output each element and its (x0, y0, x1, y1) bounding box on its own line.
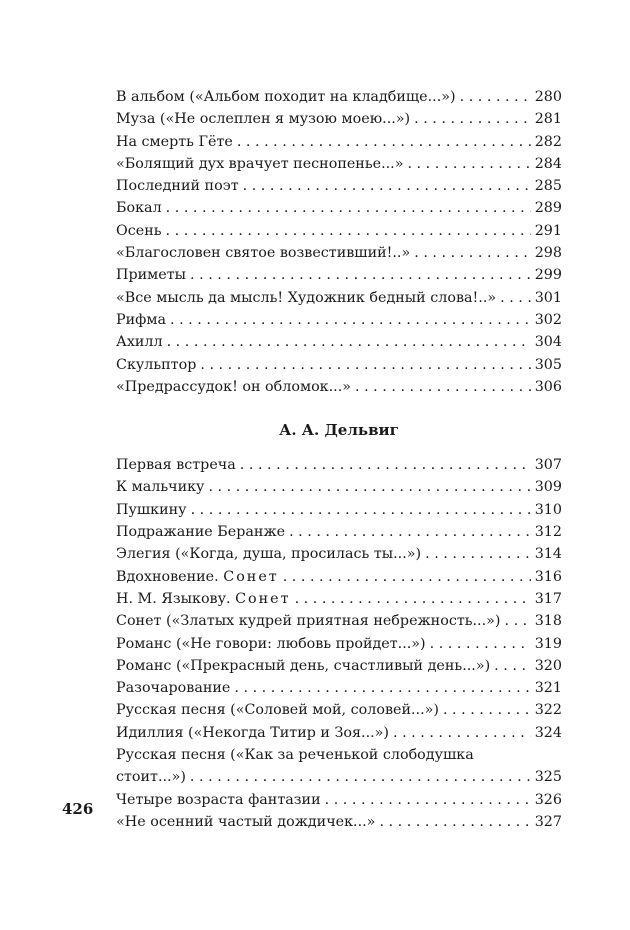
toc-entry: Приметы . . . 299 (116, 264, 562, 286)
page-number: 426 (62, 800, 94, 818)
toc-entry: Разочарование . . . 321 (116, 677, 562, 699)
leader-dots (430, 633, 531, 655)
table-of-contents (116, 86, 562, 833)
toc-entry: Осень . . . 291 (116, 220, 562, 242)
leader-dots (191, 499, 531, 521)
toc-entry-line1: Русская песня («Как за реченькой слободушка (116, 747, 474, 764)
toc-entry: Русская песня («Соловей мой, соловей...») . . . 322 (116, 699, 562, 721)
section-heading: А. А. Дельвиг (279, 421, 399, 440)
toc-entry: Четыре возраста фантазии . . . 326 (116, 789, 562, 811)
leader-dots (500, 287, 531, 309)
leader-dots (208, 476, 530, 498)
leader-dots (494, 655, 531, 677)
leader-dots (504, 610, 530, 632)
toc-entry: стоит...») . . . 325 (116, 766, 562, 788)
toc-entry: К мальчику . . . 309 (116, 476, 562, 498)
toc-entry: На смерть Гёте . . . 282 (116, 131, 562, 153)
leader-dots (167, 331, 531, 353)
toc-entry: «Благословен святое возвестивший!..» . . . 298 (116, 242, 562, 264)
leader-dots (200, 354, 530, 376)
leader-dots (166, 220, 531, 242)
toc-section-1 (116, 86, 562, 398)
leader-dots (325, 789, 531, 811)
toc-entry: Сонет («Златых кудрей приятная небрежность...») . . . 318 (116, 610, 562, 632)
leader-dots (379, 811, 530, 833)
leader-dots (283, 566, 531, 588)
leader-dots (414, 108, 531, 130)
leader-dots (414, 242, 530, 264)
leader-dots (425, 543, 531, 565)
leader-dots (295, 588, 531, 610)
toc-entry: Романс («Не говори: любовь пройдет...») . . . 319 (116, 633, 562, 655)
leader-dots (460, 86, 531, 108)
leader-dots (289, 521, 531, 543)
toc-entry: Идиллия («Некогда Титир и Зоя...») . . . 324 (116, 722, 562, 744)
leader-dots (393, 722, 531, 744)
leader-dots (407, 153, 530, 175)
leader-dots (170, 309, 531, 331)
leader-dots (237, 131, 531, 153)
leader-dots (243, 175, 531, 197)
toc-entry: Последний поэт . . . 285 (116, 175, 562, 197)
toc-entry: «Болящий дух врачует песнопенье...» . . . 284 (116, 153, 562, 175)
toc-entry: Н. М. Языкову. Сонет . . . 317 (116, 588, 562, 610)
toc-entry: «Предрассудок! он обломок...» . . . 306 (116, 376, 562, 398)
toc-entry: В альбом («Альбом походит на кладбище...») . . . 280 (116, 86, 562, 108)
toc-entry: Вдохновение. Сонет . . . 316 (116, 566, 562, 588)
leader-dots (190, 264, 531, 286)
toc-entry: Бокал . . . 289 (116, 197, 562, 219)
leader-dots (190, 766, 531, 788)
leader-dots (234, 677, 530, 699)
toc-entry: Подражание Беранже . . . 312 (116, 521, 562, 543)
toc-entry: «Все мысль да мысль! Художник бедный слова!..» . . . 301 (116, 287, 562, 309)
toc-entry: Романс («Прекрасный день, счастливый день...») . . . 320 (116, 655, 562, 677)
leader-dots (240, 454, 531, 476)
toc-entry: Скульптор . . . 305 (116, 354, 562, 376)
leader-dots (443, 699, 531, 721)
toc-entry: Первая встреча . . . 307 (116, 454, 562, 476)
toc-section-2 (116, 454, 562, 833)
toc-entry: Рифма . . . 302 (116, 309, 562, 331)
toc-entry: Пушкину . . . 310 (116, 499, 562, 521)
toc-entry: «Не осенний частый дождичек...» . . . 327 (116, 811, 562, 833)
leader-dots (355, 376, 531, 398)
toc-entry: Элегия («Когда, душа, просилась ты...») . . . 314 (116, 543, 562, 565)
leader-dots (166, 197, 531, 219)
toc-entry: Ахилл . . . 304 (116, 331, 562, 353)
toc-entry: Муза («Не ослеплен я музою моею...») . . . 281 (116, 108, 562, 130)
